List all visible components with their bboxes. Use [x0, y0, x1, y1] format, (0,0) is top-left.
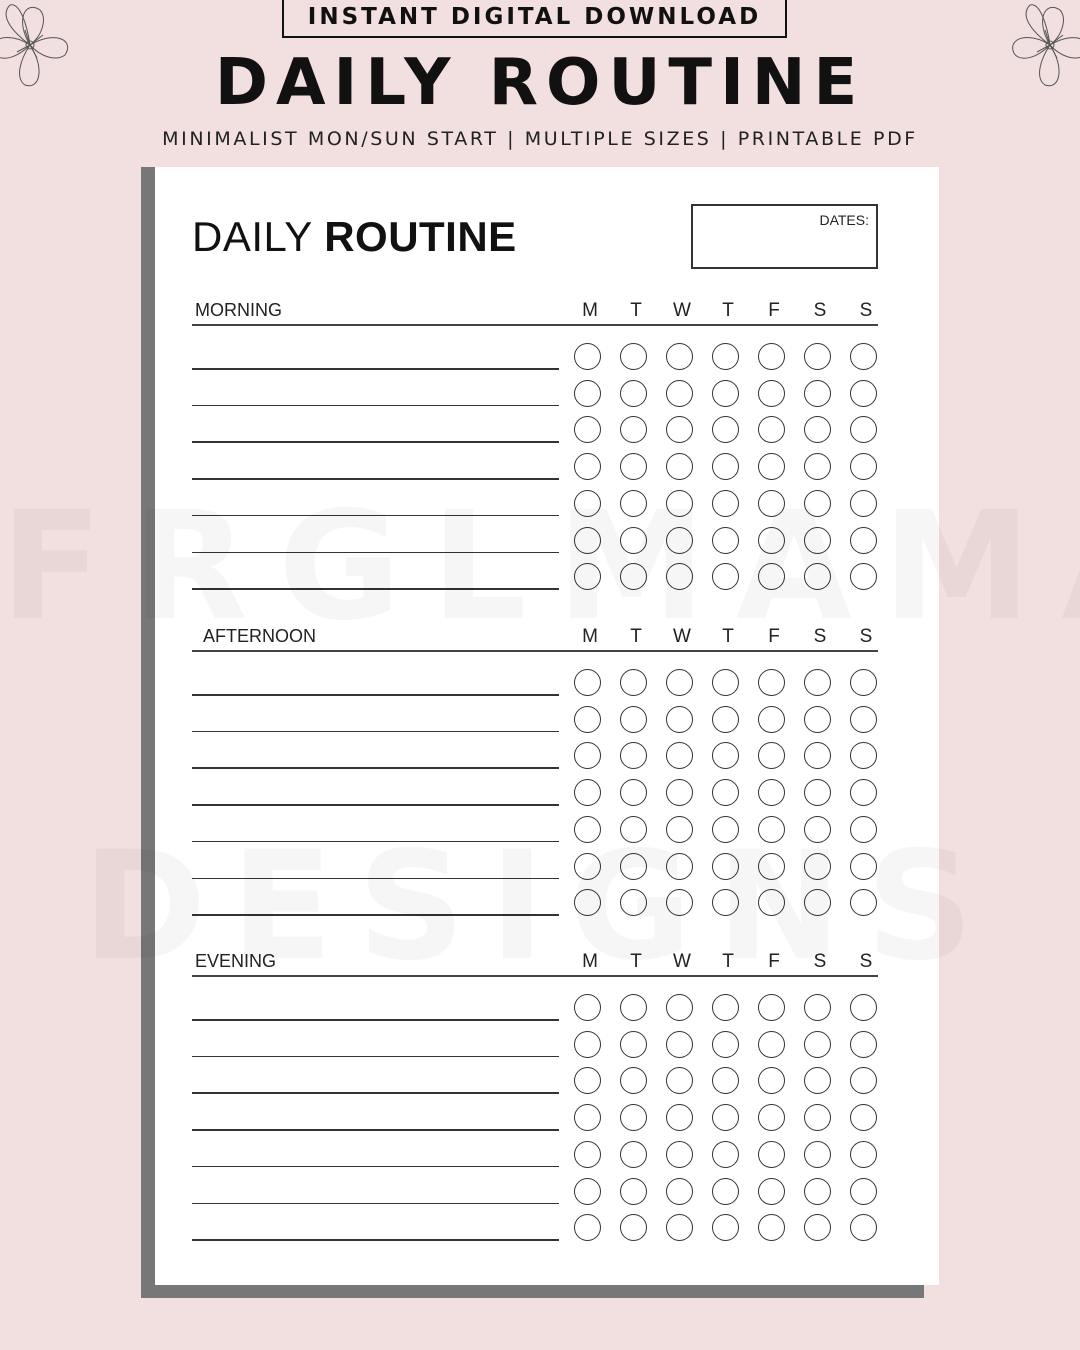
- habit-checkbox[interactable]: [712, 1104, 739, 1131]
- habit-checkbox[interactable]: [758, 380, 785, 407]
- habit-checkbox[interactable]: [712, 994, 739, 1021]
- day-label: T: [630, 626, 642, 647]
- habit-checkbox[interactable]: [804, 669, 831, 696]
- day-labels: [575, 951, 875, 975]
- habit-checkbox[interactable]: [666, 742, 693, 769]
- habit-checkbox[interactable]: [574, 527, 601, 554]
- habit-checkbox[interactable]: [712, 1214, 739, 1241]
- habit-checkbox[interactable]: [758, 563, 785, 590]
- habit-checkbox[interactable]: [712, 706, 739, 733]
- habit-checkbox[interactable]: [804, 889, 831, 916]
- habit-checkbox[interactable]: [804, 742, 831, 769]
- section-0: [192, 300, 878, 600]
- habit-checkbox[interactable]: [804, 994, 831, 1021]
- habit-checkbox[interactable]: [758, 490, 785, 517]
- habit-checkbox[interactable]: [758, 853, 785, 880]
- habit-checkbox[interactable]: [620, 889, 647, 916]
- section-rule: [192, 975, 878, 977]
- routine-write-line[interactable]: [192, 368, 559, 370]
- routine-write-line[interactable]: [192, 588, 559, 590]
- habit-checkbox[interactable]: [574, 1031, 601, 1058]
- habit-checkbox[interactable]: [804, 1214, 831, 1241]
- page-subtitle: MINIMALIST MON/SUN START | MULTIPLE SIZES | PRINTABLE PDF: [162, 128, 918, 150]
- habit-checkbox[interactable]: [574, 563, 601, 590]
- habit-checkbox[interactable]: [574, 816, 601, 843]
- habit-checkbox[interactable]: [850, 416, 877, 443]
- habit-checkbox[interactable]: [666, 889, 693, 916]
- routine-write-line[interactable]: [192, 1203, 559, 1205]
- day-label: S: [813, 300, 827, 321]
- habit-checkbox[interactable]: [804, 706, 831, 733]
- habit-checkbox[interactable]: [850, 742, 877, 769]
- habit-checkbox[interactable]: [804, 1178, 831, 1205]
- habit-checkbox[interactable]: [574, 343, 601, 370]
- habit-checkbox[interactable]: [758, 527, 785, 554]
- day-label: F: [768, 300, 780, 321]
- habit-checkbox[interactable]: [666, 563, 693, 590]
- habit-checkbox[interactable]: [712, 816, 739, 843]
- habit-checkbox[interactable]: [712, 527, 739, 554]
- habit-checkbox[interactable]: [850, 380, 877, 407]
- habit-checkbox[interactable]: [804, 453, 831, 480]
- habit-checkbox[interactable]: [758, 1104, 785, 1131]
- routine-write-line[interactable]: [192, 731, 559, 733]
- habit-checkbox[interactable]: [620, 380, 647, 407]
- habit-checkbox[interactable]: [620, 527, 647, 554]
- habit-checkbox[interactable]: [574, 706, 601, 733]
- habit-checkbox[interactable]: [712, 1141, 739, 1168]
- habit-checkbox[interactable]: [712, 416, 739, 443]
- habit-checkbox[interactable]: [620, 1178, 647, 1205]
- routine-write-line[interactable]: [192, 441, 559, 443]
- day-label: S: [859, 626, 873, 647]
- routine-write-line[interactable]: [192, 1239, 559, 1241]
- habit-checkbox[interactable]: [666, 994, 693, 1021]
- routine-write-line[interactable]: [192, 478, 559, 480]
- habit-checkbox[interactable]: [620, 1141, 647, 1168]
- habit-checkbox[interactable]: [712, 563, 739, 590]
- habit-checkbox[interactable]: [804, 1067, 831, 1094]
- habit-checkbox[interactable]: [850, 706, 877, 733]
- habit-checkbox[interactable]: [804, 343, 831, 370]
- habit-checkbox[interactable]: [666, 1104, 693, 1131]
- habit-checkbox[interactable]: [574, 779, 601, 806]
- habit-checkbox[interactable]: [850, 1141, 877, 1168]
- section-1: [192, 626, 878, 926]
- routine-write-line[interactable]: [192, 1166, 559, 1168]
- day-label: T: [722, 626, 734, 647]
- habit-checkbox[interactable]: [850, 669, 877, 696]
- habit-checkbox[interactable]: [758, 742, 785, 769]
- day-label: S: [859, 300, 873, 321]
- habit-checkbox[interactable]: [712, 889, 739, 916]
- day-label: T: [722, 300, 734, 321]
- habit-checkbox[interactable]: [620, 853, 647, 880]
- habit-checkbox[interactable]: [666, 1031, 693, 1058]
- section-label: EVENING: [195, 951, 277, 971]
- day-label: F: [768, 951, 780, 972]
- habit-checkbox[interactable]: [666, 343, 693, 370]
- habit-checkbox[interactable]: [850, 1214, 877, 1241]
- habit-checkbox[interactable]: [758, 994, 785, 1021]
- routine-write-line[interactable]: [192, 841, 559, 843]
- routine-write-line[interactable]: [192, 1056, 559, 1058]
- habit-checkbox[interactable]: [620, 669, 647, 696]
- habit-checkbox[interactable]: [804, 563, 831, 590]
- habit-checkbox[interactable]: [804, 416, 831, 443]
- routine-write-line[interactable]: [192, 804, 559, 806]
- habit-checkbox[interactable]: [804, 527, 831, 554]
- habit-checkbox[interactable]: [758, 706, 785, 733]
- habit-checkbox[interactable]: [850, 1104, 877, 1131]
- habit-checkbox[interactable]: [620, 453, 647, 480]
- habit-checkbox[interactable]: [850, 779, 877, 806]
- habit-checkbox[interactable]: [758, 779, 785, 806]
- habit-checkbox[interactable]: [712, 742, 739, 769]
- habit-checkbox[interactable]: [574, 1067, 601, 1094]
- habit-checkbox[interactable]: [620, 742, 647, 769]
- habit-checkbox[interactable]: [758, 816, 785, 843]
- habit-checkbox[interactable]: [574, 1104, 601, 1131]
- habit-checkbox[interactable]: [620, 994, 647, 1021]
- habit-checkbox[interactable]: [574, 853, 601, 880]
- day-labels: [575, 626, 875, 650]
- sheet-title: [192, 213, 517, 261]
- habit-checkbox[interactable]: [850, 1178, 877, 1205]
- habit-checkbox[interactable]: [620, 1104, 647, 1131]
- habit-checkbox[interactable]: [850, 994, 877, 1021]
- habit-checkbox[interactable]: [804, 380, 831, 407]
- habit-checkbox[interactable]: [712, 1031, 739, 1058]
- habit-checkbox[interactable]: [712, 669, 739, 696]
- routine-write-line[interactable]: [192, 1092, 559, 1094]
- habit-checkbox[interactable]: [712, 1178, 739, 1205]
- habit-checkbox[interactable]: [850, 889, 877, 916]
- section-2: [192, 951, 878, 1251]
- day-label: S: [859, 951, 873, 972]
- habit-checkbox[interactable]: [712, 779, 739, 806]
- habit-checkbox[interactable]: [574, 380, 601, 407]
- habit-checkbox[interactable]: [712, 380, 739, 407]
- habit-checkbox[interactable]: [850, 343, 877, 370]
- habit-checkbox[interactable]: [804, 1031, 831, 1058]
- habit-checkbox[interactable]: [804, 1141, 831, 1168]
- day-label: F: [768, 626, 780, 647]
- habit-checkbox[interactable]: [850, 563, 877, 590]
- habit-checkbox[interactable]: [850, 853, 877, 880]
- routine-write-line[interactable]: [192, 405, 559, 407]
- day-label: S: [813, 951, 827, 972]
- habit-checkbox[interactable]: [666, 527, 693, 554]
- habit-checkbox[interactable]: [850, 1031, 877, 1058]
- habit-checkbox[interactable]: [666, 453, 693, 480]
- habit-checkbox[interactable]: [574, 669, 601, 696]
- habit-checkbox[interactable]: [850, 453, 877, 480]
- section-label: AFTERNOON: [203, 626, 317, 646]
- habit-checkbox[interactable]: [620, 490, 647, 517]
- section-label: MORNING: [195, 300, 282, 320]
- habit-checkbox[interactable]: [758, 1178, 785, 1205]
- habit-checkbox[interactable]: [804, 853, 831, 880]
- routine-write-line[interactable]: [192, 515, 559, 517]
- routine-write-line[interactable]: [192, 914, 559, 916]
- habit-checkbox[interactable]: [758, 1067, 785, 1094]
- instant-download-badge: INSTANT DIGITAL DOWNLOAD: [282, 0, 787, 38]
- habit-checkbox[interactable]: [804, 779, 831, 806]
- habit-checkbox[interactable]: [666, 1178, 693, 1205]
- habit-checkbox[interactable]: [712, 490, 739, 517]
- dates-field[interactable]: [691, 204, 878, 269]
- habit-checkbox[interactable]: [758, 889, 785, 916]
- habit-checkbox[interactable]: [758, 1214, 785, 1241]
- habit-checkbox[interactable]: [620, 343, 647, 370]
- day-label: W: [673, 626, 691, 647]
- habit-checkbox[interactable]: [758, 1031, 785, 1058]
- habit-checkbox[interactable]: [574, 889, 601, 916]
- habit-checkbox[interactable]: [758, 1141, 785, 1168]
- habit-checkbox[interactable]: [850, 816, 877, 843]
- day-label: T: [630, 951, 642, 972]
- page-title: DAILY ROUTINE: [214, 46, 866, 120]
- habit-checkbox[interactable]: [712, 453, 739, 480]
- habit-checkbox[interactable]: [666, 1214, 693, 1241]
- habit-checkbox[interactable]: [804, 816, 831, 843]
- habit-checkbox[interactable]: [620, 1067, 647, 1094]
- day-label: T: [722, 951, 734, 972]
- habit-checkbox[interactable]: [620, 1214, 647, 1241]
- habit-checkbox[interactable]: [666, 416, 693, 443]
- habit-checkbox[interactable]: [574, 416, 601, 443]
- routine-write-line[interactable]: [192, 1019, 559, 1021]
- habit-checkbox[interactable]: [666, 816, 693, 843]
- habit-checkbox[interactable]: [850, 1067, 877, 1094]
- routine-write-line[interactable]: [192, 694, 559, 696]
- day-labels: [575, 300, 875, 324]
- habit-checkbox[interactable]: [804, 1104, 831, 1131]
- day-label: W: [673, 300, 691, 321]
- habit-checkbox[interactable]: [758, 669, 785, 696]
- day-label: T: [630, 300, 642, 321]
- day-label: M: [582, 951, 598, 972]
- habit-checkbox[interactable]: [712, 1067, 739, 1094]
- habit-checkbox[interactable]: [850, 490, 877, 517]
- habit-checkbox[interactable]: [666, 490, 693, 517]
- habit-checkbox[interactable]: [666, 853, 693, 880]
- habit-checkbox[interactable]: [620, 563, 647, 590]
- day-label: S: [813, 626, 827, 647]
- habit-checkbox[interactable]: [712, 343, 739, 370]
- routine-write-line[interactable]: [192, 878, 559, 880]
- habit-checkbox[interactable]: [574, 994, 601, 1021]
- habit-checkbox[interactable]: [712, 853, 739, 880]
- routine-write-line[interactable]: [192, 767, 559, 769]
- day-label: W: [673, 951, 691, 972]
- dates-label: DATES:: [819, 212, 869, 228]
- sheet-title-bold: ROUTINE: [324, 213, 517, 260]
- habit-checkbox[interactable]: [620, 1031, 647, 1058]
- habit-checkbox[interactable]: [666, 669, 693, 696]
- habit-checkbox[interactable]: [666, 1141, 693, 1168]
- habit-checkbox[interactable]: [574, 1214, 601, 1241]
- section-rule: [192, 650, 878, 652]
- habit-checkbox[interactable]: [574, 742, 601, 769]
- day-label: M: [582, 626, 598, 647]
- sheet-title-light: DAILY: [192, 213, 325, 260]
- routine-write-line[interactable]: [192, 1129, 559, 1131]
- day-label: M: [582, 300, 598, 321]
- habit-checkbox[interactable]: [850, 527, 877, 554]
- habit-checkbox[interactable]: [666, 380, 693, 407]
- habit-checkbox[interactable]: [574, 490, 601, 517]
- habit-checkbox[interactable]: [758, 453, 785, 480]
- habit-checkbox[interactable]: [666, 706, 693, 733]
- habit-checkbox[interactable]: [666, 1067, 693, 1094]
- habit-checkbox[interactable]: [574, 1141, 601, 1168]
- section-rule: [192, 324, 878, 326]
- habit-checkbox[interactable]: [620, 779, 647, 806]
- habit-checkbox[interactable]: [804, 490, 831, 517]
- habit-checkbox[interactable]: [758, 343, 785, 370]
- habit-checkbox[interactable]: [574, 453, 601, 480]
- habit-checkbox[interactable]: [620, 706, 647, 733]
- routine-write-line[interactable]: [192, 552, 559, 554]
- habit-checkbox[interactable]: [620, 416, 647, 443]
- habit-checkbox[interactable]: [620, 816, 647, 843]
- habit-checkbox[interactable]: [666, 779, 693, 806]
- habit-checkbox[interactable]: [574, 1178, 601, 1205]
- habit-checkbox[interactable]: [758, 416, 785, 443]
